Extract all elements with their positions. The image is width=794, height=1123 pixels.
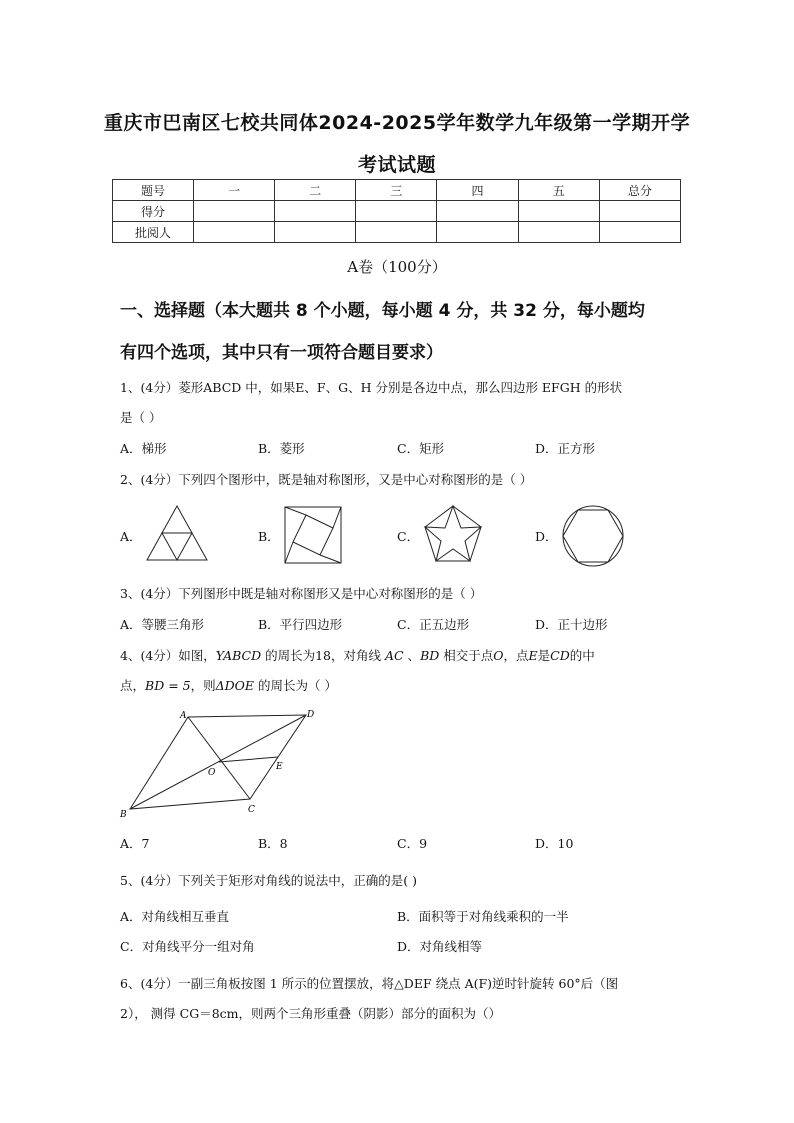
q2-option-a: A． [120,529,142,544]
q4-math: CD [550,648,570,663]
score-row-label: 得分 [113,201,194,222]
score-table-header: 一 [194,180,275,201]
q1-option-a: A．梯形 [120,441,167,456]
q4-stem-line2 [120,676,680,694]
q4-math: 18 [315,648,331,663]
q4-label-d: D [307,710,315,720]
score-cell [599,222,680,243]
q4-text: ，点 [503,648,529,663]
score-cell [599,201,680,222]
q5-option-d: D．对角线相等 [397,939,483,954]
q2-figure-d-hexagon-circle [561,504,625,568]
score-table-row [113,222,681,243]
q6-stem-line2: 2）， 测得 CG＝8cm，则两个三角形重叠（阴影）部分的面积为（） [120,1006,502,1021]
q2-stem: 2、(4分）下列四个图形中，既是轴对称图形，又是中心对称图形的是（ ） [120,472,533,487]
score-cell [275,201,356,222]
q1-stem-line1: 1、(4分）菱形ABCD 中，如果E、F、G、H 分别是各边中点，那么四边形 EFGH 的形状 [120,380,623,395]
exam-title-line1: 重庆市巴南区七校共同体2024-2025学年数学九年级第一学期开学 [103,112,691,134]
score-table-header: 题号 [113,180,194,201]
q4-text: ，对角线 [331,648,385,663]
score-cell [437,201,518,222]
score-table [112,179,681,243]
q2-option-d: D． [535,529,558,544]
q4-stem-line1 [120,646,680,664]
q4-label-c: C [248,805,255,815]
score-table-header: 三 [356,180,437,201]
q4-option-a: A．7 [120,836,150,851]
q5-option-c: C．对角线平分一组对角 [120,939,255,954]
q4-math: O [493,648,504,663]
q2-option-b: B． [258,529,280,544]
q3-option-c: C．正五边形 [397,617,470,632]
q4-text: 点， [120,678,146,693]
score-cell [518,222,599,243]
q4-label-o: O [208,768,216,778]
q2-option-c: C． [397,529,420,544]
score-table-header: 总分 [599,180,680,201]
q2-figure-c-star-pentagon [422,504,484,564]
q1-option-b: B．菱形 [258,441,305,456]
q4-parallelogram-figure [118,705,328,820]
q5-option-b: B．面积等于对角线乘积的一半 [397,909,569,924]
q3-option-b: B．平行四边形 [258,617,343,632]
score-cell [194,222,275,243]
score-cell [356,222,437,243]
q4-label-a: A [180,711,187,721]
q3-stem: 3、(4分）下列图形中既是轴对称图形又是中心对称图形的是（ ） [120,586,483,601]
q4-math: YABCD [215,648,262,663]
q1-stem-line2: 是（ ） [120,410,162,425]
q4-label-b: B [120,810,127,820]
q4-option-c: C．9 [397,836,428,851]
q4-math: ΔDOE [215,678,255,693]
q6-stem-line1: 6、(4分）一副三角板按图 1 所示的位置摆放，将△DEF 绕点 A(F)逆时针旋转 60°后（图 [120,976,619,991]
q5-option-a: A．对角线相互垂直 [120,909,230,924]
q1-option-c: C．矩形 [397,441,445,456]
q5-stem: 5、(4分）下列关于矩形对角线的说法中，正确的是( ) [120,873,418,888]
q2-figure-a-triangle [145,504,209,562]
score-table-header-row [113,180,681,201]
q4-math: E [528,648,538,663]
q4-text: 的中 [569,648,595,663]
score-cell [356,201,437,222]
q3-option-d: D．正十边形 [535,617,608,632]
score-table-header: 五 [518,180,599,201]
q4-text: 的周长为（ ） [254,678,337,693]
section-a-heading: A卷（100分） [347,258,447,276]
q4-text: 、 [403,648,421,663]
q4-text: ，则 [190,678,216,693]
q4-text: 是 [537,648,551,663]
score-table-row [113,201,681,222]
score-row-label: 批阅人 [113,222,194,243]
score-cell [518,201,599,222]
q3-option-a: A．等腰三角形 [120,617,205,632]
q4-text: 的周长为 [261,648,316,663]
q1-option-d: D．正方形 [535,441,596,456]
score-cell [437,222,518,243]
section1-heading-line2: 有四个选项，其中只有一项符合题目要求） [120,343,443,363]
score-cell [275,222,356,243]
score-table-header: 四 [437,180,518,201]
q4-math: BD = 5 [145,678,191,693]
q4-option-d: D．10 [535,836,574,851]
q4-math: BD [420,648,440,663]
q4-text: 4、(4分）如图， [120,648,216,663]
q2-figure-b-square [284,506,342,564]
q4-text: 相交于点 [439,648,494,663]
exam-title-line2: 考试试题 [357,154,436,176]
section1-heading-line1: 一、选择题（本大题共 8 个小题，每小题 4 分，共 32 分，每小题均 [120,301,645,321]
score-table-header: 二 [275,180,356,201]
q4-option-b: B．8 [258,836,288,851]
score-cell [194,201,275,222]
q4-label-e: E [276,762,283,772]
q4-math: AC [384,648,404,663]
